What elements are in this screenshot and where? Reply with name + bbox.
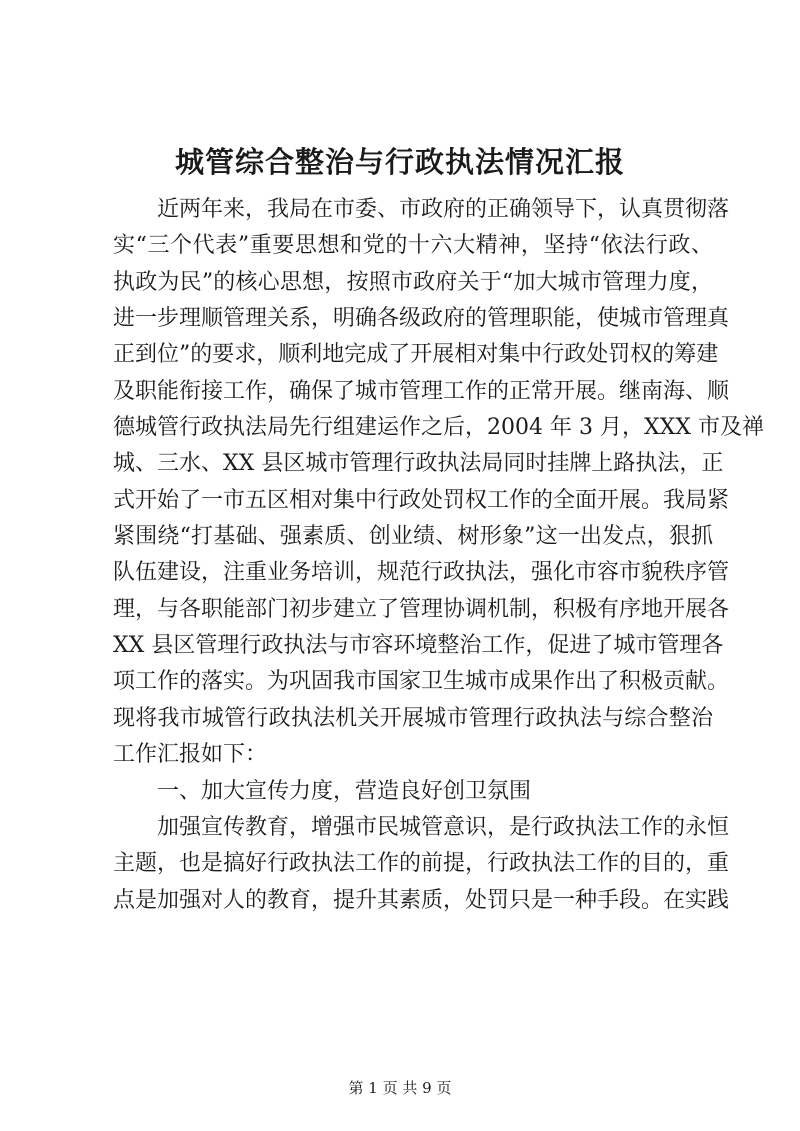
text-line: 工作汇报如下： [113,742,268,767]
text-line: 式开始了一市五区相对集中行政处罚权工作的全面开展。我局紧 [113,488,730,513]
text-line: 及职能衔接工作，确保了城市管理工作的正常开展。继南海、顺 [113,379,730,404]
text-line: 城、三水、XX 县区城市管理行政执法局同时挂牌上路执法，正 [113,451,724,476]
text-line: 点是加强对人的教育，提升其素质，处罚只是一种手段。在实践 [113,888,730,913]
text-line: 正到位”的要求，顺利地完成了开展相对集中行政处罚权的筹建 [113,342,719,367]
text-line: 德城管行政执法局先行组建运作之后，2004 年 3 月，XXX 市及禅 [113,415,764,440]
text-line: 队伍建设，注重业务培训，规范行政执法，强化市容市貌秩序管 [113,560,730,585]
text-line: 执政为民”的核心思想，按照市政府关于“加大城市管理力度， [113,270,713,295]
text-line: 加强宣传教育，增强市民城管意识，是行政执法工作的永恒 [157,815,730,840]
page-footer: 第 1 页 共 9 页 [348,1079,452,1097]
text-line: 理，与各职能部门初步建立了管理协调机制，积极有序地开展各 [113,597,730,622]
text-line: 进一步理顺管理关系，明确各级政府的管理职能，使城市管理真 [113,306,730,331]
text-line: XX 县区管理行政执法与市容环境整治工作，促进了城市管理各 [113,633,724,658]
text-line: 实“三个代表”重要思想和党的十六大精神，坚持“依法行政、 [113,233,713,258]
document-title: 城管综合整治与行政执法情况汇报 [174,145,625,179]
text-line: 现将我市城管行政执法机关开展城市管理行政执法与综合整治 [113,706,713,731]
text-line: 项工作的落实。为巩固我市国家卫生城市成果作出了积极贡献。 [113,669,730,694]
section-heading: 一、加大宣传力度，营造良好创卫氛围 [157,779,532,804]
text-line: 主题，也是搞好行政执法工作的前提，行政执法工作的目的，重 [113,851,730,876]
text-line: 近两年来，我局在市委、市政府的正确领导下，认真贯彻落 [157,197,730,222]
text-line: 紧围绕“打基础、强素质、创业绩、树形象”这一出发点，狠抓 [113,524,713,549]
